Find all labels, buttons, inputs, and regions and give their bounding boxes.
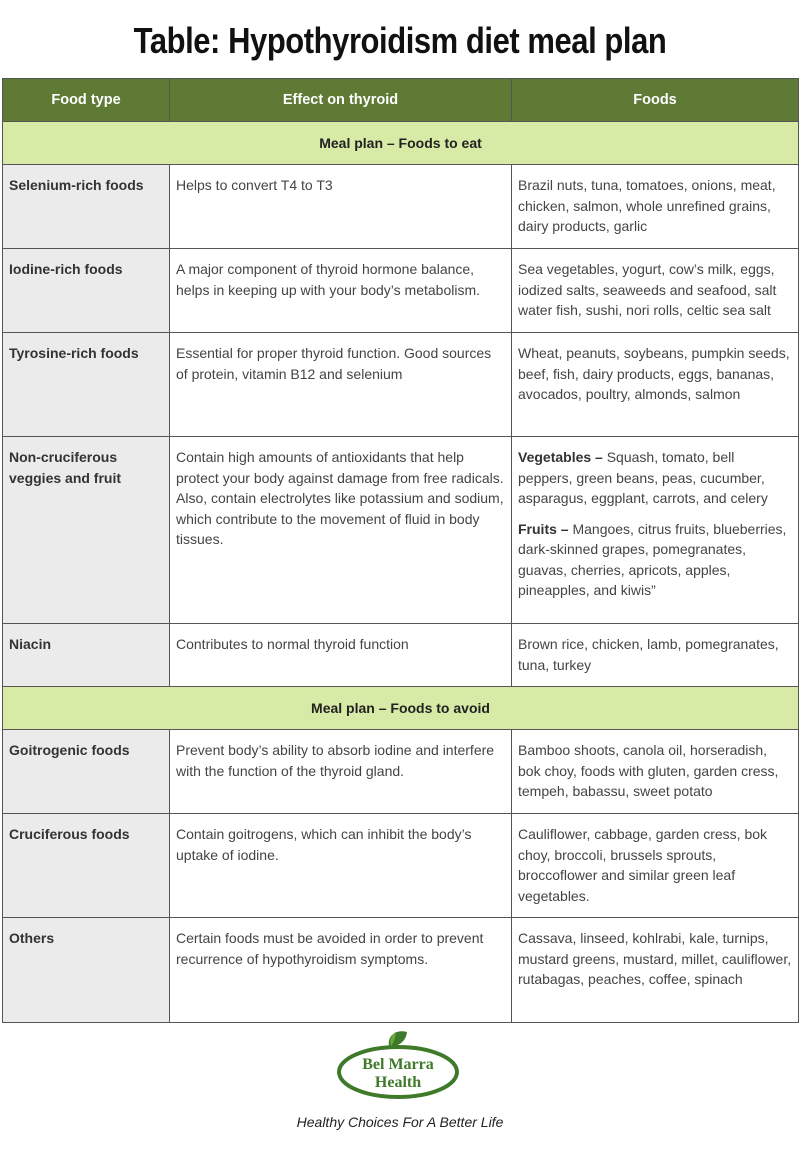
table-row (3, 918, 799, 1023)
section-row-foods-to-eat (3, 122, 799, 165)
fruits-label: Fruits – (518, 520, 569, 537)
header-foods: Foods (512, 79, 799, 122)
effect-cell: Contain high amounts of antioxidants that help protect your body against damage from free radicals. Also, contain electrolytes like potassium and sodium, which contribute to the movement of fluid in body tissues. (170, 437, 512, 624)
table-row (3, 814, 799, 918)
fruits-text: Mangoes, citrus fruits, blueberries, dark-skinned grapes, pomegranates, guavas, cherries, apricots, apples, pineapples, and kiwis” (518, 520, 787, 598)
vegetables-label: Vegetables – (518, 449, 603, 465)
foods-cell: Sea vegetables, yogurt, cow’s milk, eggs, iodized salts, seaweeds and seafood, salt water fish, sushi, nori rolls, celtic sea salt (512, 249, 799, 333)
effect-cell: Contributes to normal thyroid function (170, 624, 512, 687)
effect-cell: Certain foods must be avoided in order to prevent recurrence of hypothyroidism symptoms. (170, 918, 512, 1023)
logo-graphic (333, 1026, 463, 1102)
foods-cell: Cassava, linseed, kohlrabi, kale, turnips, mustard greens, mustard, millet, cauliflower, rutabagas, peaches, coffee, spinach (512, 918, 799, 1023)
vegetables-paragraph (518, 447, 792, 509)
section-label: Meal plan – Foods to avoid (3, 687, 799, 730)
tagline: Healthy Choices For A Better Life (296, 1114, 504, 1130)
header-food-type: Food type (3, 79, 170, 122)
table-row (3, 333, 799, 437)
foods-cell: Wheat, peanuts, soybeans, pumpkin seeds, beef, fish, dairy products, eggs, bananas, avocados, poultry, almonds, salmon (512, 333, 799, 437)
food-type-cell: Goitrogenic foods (3, 730, 170, 814)
page-title: Table: Hypothyroidism diet meal plan (133, 20, 667, 61)
food-type-cell: Tyrosine-rich foods (3, 333, 170, 437)
section-row-foods-to-avoid (3, 687, 799, 730)
leaf-icon (389, 1031, 407, 1046)
food-type-cell: Cruciferous foods (3, 814, 170, 918)
effect-cell: A major component of thyroid hormone balance, helps in keeping up with your body’s metabolism. (170, 249, 512, 333)
food-type-cell: Niacin (3, 624, 170, 687)
foods-cell: Brazil nuts, tuna, tomatoes, onions, meat, chicken, salmon, whole unrefined grains, dairy products, garlic (512, 165, 799, 249)
header-effect-on-thyroid: Effect on thyroid (170, 79, 512, 122)
meal-plan-table (2, 78, 799, 1023)
table-row (3, 165, 799, 249)
effect-cell: Contain goitrogens, which can inhibit the body’s uptake of iodine. (170, 814, 512, 918)
vegetables-text: Squash, tomato, bell peppers, green beans, peas, cucumber, asparagus, eggplant, carrots, and celery (518, 449, 768, 506)
food-type-cell: Selenium-rich foods (3, 165, 170, 249)
table-header-row (3, 79, 799, 122)
effect-cell: Helps to convert T4 to T3 (170, 165, 512, 249)
food-type-cell: Iodine-rich foods (3, 249, 170, 333)
logo-line1: Bel Marra (362, 1056, 434, 1073)
table-row (3, 249, 799, 333)
effect-cell: Prevent body’s ability to absorb iodine and interfere with the function of the thyroid gland. (170, 730, 512, 814)
fruits-paragraph (518, 519, 792, 601)
foods-cell: Cauliflower, cabbage, garden cress, bok choy, broccoli, brussels sprouts, broccoflower and similar green leaf vegetables. (512, 814, 799, 918)
table-row (3, 624, 799, 687)
section-label: Meal plan – Foods to eat (3, 122, 799, 165)
food-type-cell: Non-cruciferous veggies and fruit (3, 437, 170, 624)
effect-cell: Essential for proper thyroid function. Good sources of protein, vitamin B12 and selenium (170, 333, 512, 437)
table-row (3, 437, 799, 624)
foods-cell: Brown rice, chicken, lamb, pomegranates, tuna, turkey (512, 624, 799, 687)
logo-line2: Health (374, 1074, 422, 1091)
bel-marra-health-logo (333, 1026, 463, 1102)
foods-cell (512, 437, 799, 624)
food-type-cell: Others (3, 918, 170, 1023)
table-row (3, 730, 799, 814)
foods-cell: Bamboo shoots, canola oil, horseradish, bok choy, foods with gluten, garden cress, tempeh, babassu, sweet potato (512, 730, 799, 814)
